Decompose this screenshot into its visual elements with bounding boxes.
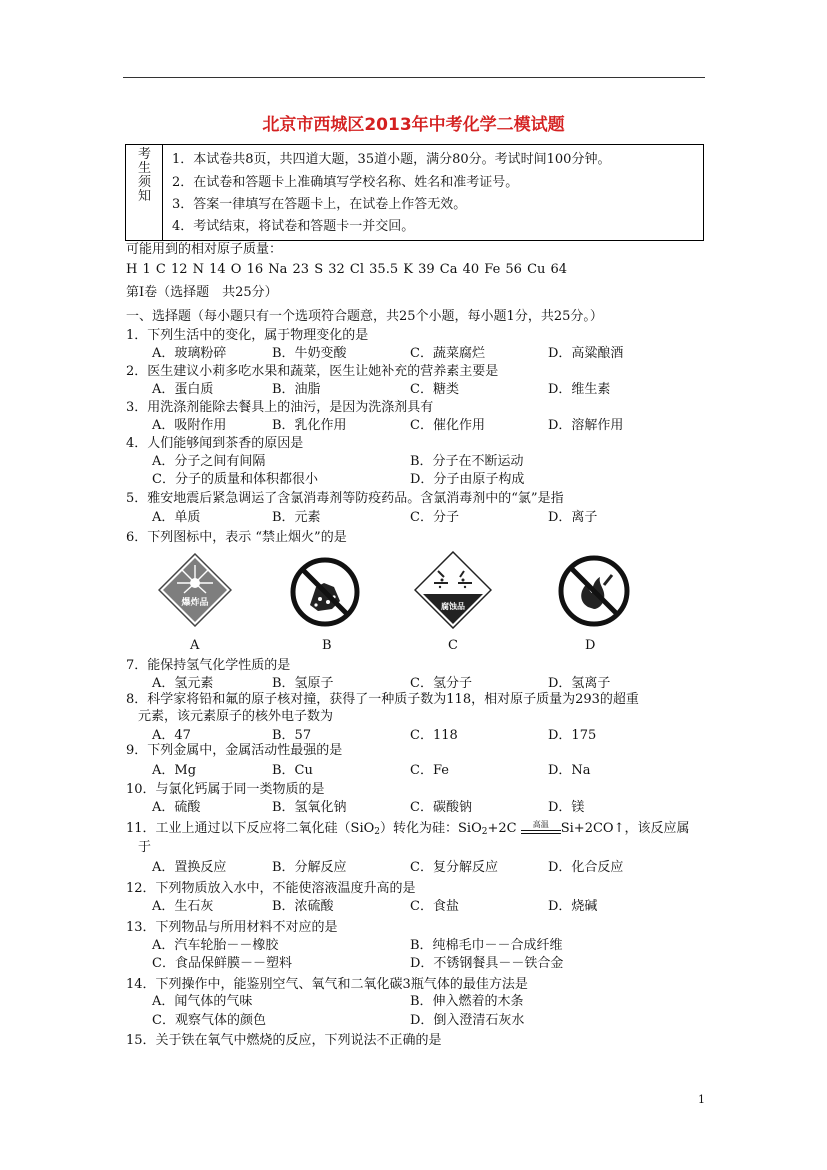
- icon-caption: D: [585, 638, 596, 653]
- question-stem: 1．下列生活中的变化，属于物理变化的是: [126, 328, 369, 343]
- option: A．玻璃粉碎: [152, 346, 227, 361]
- question-stem: 7．能保持氢气化学性质的是: [126, 658, 291, 673]
- option: D．倒入澄清石灰水: [410, 1013, 525, 1028]
- option: A．吸附作用: [152, 418, 227, 433]
- icon-label: 爆炸品: [181, 598, 209, 608]
- question-stem: [126, 820, 690, 841]
- option: D．175: [548, 728, 597, 743]
- icon-caption: B: [322, 638, 332, 653]
- notice-side-char: 考: [138, 147, 152, 162]
- option: C．Fe: [410, 763, 449, 778]
- option: B．Cu: [272, 763, 313, 778]
- question-stem: 10．与氯化钙属于同一类物质的是: [126, 782, 325, 797]
- option: A．分子之间有间隔: [152, 454, 266, 469]
- question-stem-cont: 元素，该元素原子的核外电子数为: [138, 709, 334, 724]
- option: A．蛋白质: [152, 382, 214, 397]
- question-stem: 14．下列操作中，能鉴别空气、氧气和二氧化碳3瓶气体的最佳方法是: [126, 977, 528, 992]
- option: B．分解反应: [272, 860, 347, 875]
- option: D．维生素: [548, 382, 611, 397]
- notice-line: 1．本试卷共8页，共四道大题，35道小题，满分80分。考试时间100分钟。: [172, 152, 611, 167]
- notice-side-char: 知: [138, 189, 152, 204]
- notice-box: [125, 144, 704, 241]
- icon-caption: C: [448, 638, 458, 653]
- no-fire-sign-icon: [558, 555, 630, 627]
- option: C．分子的质量和体积都很小: [152, 472, 318, 487]
- stem-part: ，该反应属: [624, 821, 690, 836]
- question-stem: 8．科学家将铅和氟的原子核对撞，获得了一种质子数为118，相对原子质量为293的超重: [126, 692, 639, 707]
- question-stem: 13．下列物品与所用材料不对应的是: [126, 920, 338, 935]
- option: B．氢原子: [272, 676, 334, 691]
- icon-label: 腐蚀品: [441, 602, 465, 611]
- notice-side-char: 须: [138, 175, 152, 190]
- option: D．烧碱: [548, 899, 598, 914]
- question-stem: 4．人们能够闻到茶香的原因是: [126, 436, 304, 451]
- option: D．镁: [548, 800, 585, 815]
- option: B．牛奶变酸: [272, 346, 347, 361]
- option: C．氢分子: [410, 676, 472, 691]
- option: B．浓硫酸: [272, 899, 334, 914]
- icon-caption: A: [190, 638, 200, 653]
- question-stem: 3．用洗涤剂能除去餐具上的油污，是因为洗涤剂具有: [126, 400, 434, 415]
- option: B．油脂: [272, 382, 321, 397]
- question-stem: 9．下列金属中，金属活动性最强的是: [126, 743, 343, 758]
- option: C．催化作用: [410, 418, 485, 433]
- gas-arrow-icon: ↑: [613, 821, 625, 836]
- option: A．汽车轮胎－－橡胶: [152, 938, 279, 953]
- option: D．溶解作用: [548, 418, 624, 433]
- explosive-sign-icon: [158, 553, 232, 627]
- option: C．食品保鲜膜－－塑料: [152, 956, 292, 971]
- option: B．乳化作用: [272, 418, 347, 433]
- prohibition-sign-icon: [290, 557, 360, 627]
- atomic-mass-heading: 可能用到的相对原子质量：: [126, 242, 283, 257]
- notice-line: 2．在试卷和答题卡上准确填写学校名称、姓名和准考证号。: [172, 175, 519, 190]
- option: C．糖类: [410, 382, 459, 397]
- option: D．高粱酿酒: [548, 346, 624, 361]
- option: B．元素: [272, 510, 321, 525]
- option: A．置换反应: [152, 860, 227, 875]
- option: C．复分解反应: [410, 860, 498, 875]
- option: B．分子在不断运动: [410, 454, 524, 469]
- option: B．氢氧化钠: [272, 800, 347, 815]
- corrosive-sign-icon: [414, 551, 492, 629]
- option: D．不锈钢餐具－－铁合金: [410, 956, 564, 971]
- stem-part: ）转化为硅：SiO: [380, 821, 482, 836]
- option: B．57: [272, 728, 312, 743]
- subscript: 2: [374, 827, 380, 837]
- question-stem: 15．关于铁在氧气中燃烧的反应，下列说法不正确的是: [126, 1033, 442, 1048]
- option: C．分子: [410, 510, 459, 525]
- option: A．47: [152, 728, 191, 743]
- option: D．分子由原子构成: [410, 472, 525, 487]
- subscript: 2: [481, 827, 488, 837]
- option: D．Na: [548, 763, 591, 778]
- notice-line: 4．考试结束，将试卷和答题卡一并交回。: [172, 219, 415, 234]
- page-number: 1: [698, 1093, 705, 1106]
- option: B．纯棉毛巾－－合成纤维: [410, 938, 563, 953]
- question-stem: 2．医生建议小莉多吃水果和蔬菜，医生让她补充的营养素主要是: [126, 364, 499, 379]
- reaction-arrow: [521, 819, 561, 836]
- section-heading: 一、选择题（每小题只有一个选项符合题意，共25个小题，每小题1分，共25分。）: [126, 309, 603, 324]
- atomic-mass-list: H 1 C 12 N 14 O 16 Na 23 S 32 Cl 35.5 K 39 Ca 40 Fe 56 Cu 64: [126, 262, 568, 277]
- option: D．氢离子: [548, 676, 611, 691]
- option: D．化合反应: [548, 860, 624, 875]
- option: C．食盐: [410, 899, 459, 914]
- option: A．单质: [152, 510, 201, 525]
- option: A．氢元素: [152, 676, 214, 691]
- question-stem: 12．下列物质放入水中，不能使溶液温度升高的是: [126, 881, 416, 896]
- option: A．硫酸: [152, 800, 201, 815]
- option: C．蔬菜腐烂: [410, 346, 485, 361]
- option: C．118: [410, 728, 458, 743]
- question-stem: 6．下列图标中，表示 “禁止烟火”的是: [126, 530, 347, 545]
- option: A．Mg: [152, 763, 197, 778]
- page-title: 北京市西城区2013年中考化学二模试题: [262, 115, 565, 135]
- option: A．生石灰: [152, 899, 214, 914]
- stem-part: 11．工业上通过以下反应将二氧化硅（SiO: [126, 821, 375, 836]
- header-rule: [123, 77, 705, 78]
- option: C．碳酸钠: [410, 800, 472, 815]
- question-stem-cont: 于: [138, 840, 152, 855]
- reaction-condition: 高温: [532, 819, 549, 829]
- volume-heading: 第Ⅰ卷（选择题 共25分）: [126, 285, 278, 300]
- option: A．闻气体的气味: [152, 994, 253, 1009]
- stem-part: Si+2CO: [560, 821, 614, 836]
- question-stem: 5．雅安地震后紧急调运了含氯消毒剂等防疫药品。含氯消毒剂中的“氯”是指: [126, 491, 564, 506]
- option: C．观察气体的颜色: [152, 1013, 266, 1028]
- notice-line: 3．答案一律填写在答题卡上，在试卷上作答无效。: [172, 197, 467, 212]
- option: B．伸入燃着的木条: [410, 994, 524, 1009]
- option: D．离子: [548, 510, 598, 525]
- notice-side-label: [126, 145, 163, 240]
- stem-part: +2C: [487, 821, 517, 836]
- notice-side-char: 生: [138, 161, 152, 176]
